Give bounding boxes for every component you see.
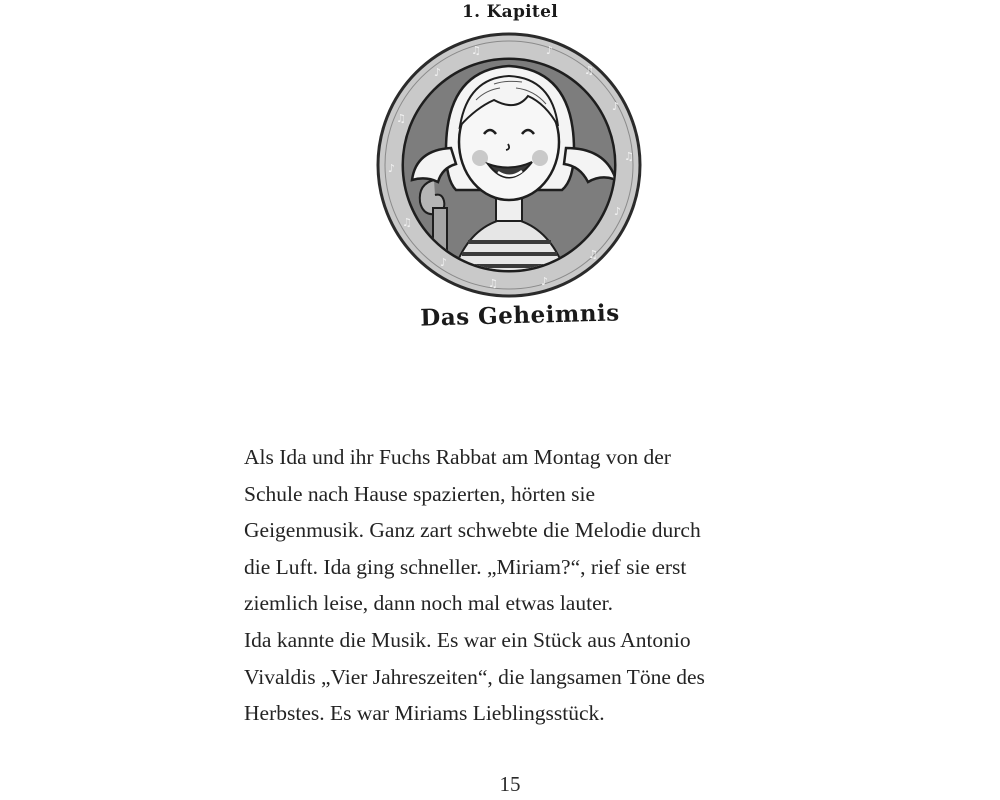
- svg-text:♪: ♪: [612, 100, 620, 113]
- text-line: Als Ida und ihr Fuchs Rabbat am Montag von der: [244, 445, 671, 469]
- svg-text:♫: ♫: [471, 44, 481, 57]
- text-line: ziemlich leise, dann noch mal etwas lauter.: [244, 591, 613, 616]
- svg-text:♫: ♫: [402, 216, 412, 229]
- svg-text:♪: ♪: [546, 44, 554, 57]
- text-line: die Luft. Ida ging schneller. „Miriam?“, rief sie erst: [244, 554, 687, 579]
- text-line: Vivaldis „Vier Jahreszeiten“, die langsamen Töne des: [244, 664, 705, 689]
- svg-text:♪: ♪: [434, 66, 442, 79]
- svg-text:♫: ♫: [624, 150, 634, 163]
- svg-text:♫: ♫: [488, 277, 498, 290]
- svg-text:♪: ♪: [388, 162, 396, 175]
- page-number: 15: [499, 772, 521, 796]
- svg-text:♫: ♫: [584, 64, 594, 77]
- text-line: Herbstes. Es war Miriams Lieblingsstück.: [244, 701, 605, 726]
- svg-text:♪: ♪: [541, 275, 549, 288]
- svg-text:♫: ♫: [588, 248, 598, 261]
- text-line: Schule nach Hause spazierten, hörten sie: [244, 481, 596, 506]
- text-line: Geigenmusik. Ganz zart schwebte die Melodie durch: [244, 518, 701, 543]
- chapter-label: 1. Kapitel: [462, 2, 558, 22]
- svg-text:♪: ♪: [440, 256, 448, 269]
- svg-text:♪: ♪: [614, 205, 622, 218]
- chapter-title: Das Geheimnis: [419, 299, 621, 332]
- chapter-illustration: [376, 30, 642, 300]
- body-text: [244, 439, 784, 732]
- text-line: Ida kannte die Musik. Es war ein Stück aus Antonio: [244, 627, 691, 652]
- svg-text:♫: ♫: [396, 112, 406, 125]
